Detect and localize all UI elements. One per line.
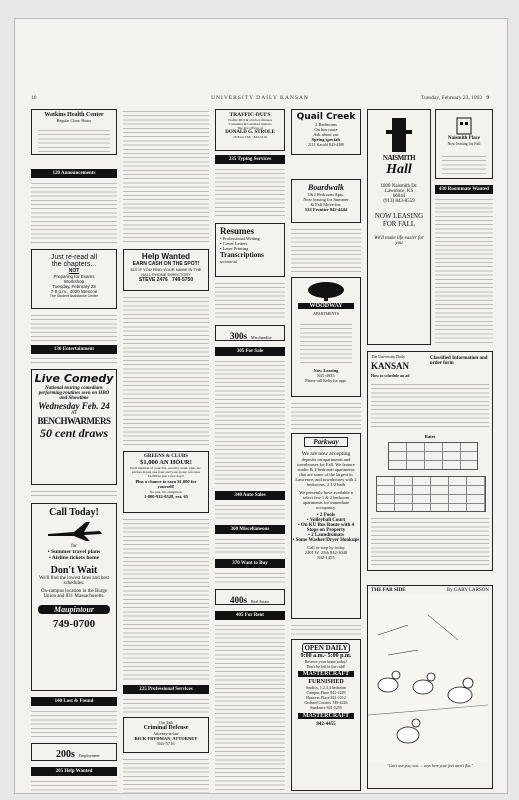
woodway-line4: Please call Kelly for appt. [305,378,347,383]
boardwalk-address: 524 Frontier [304,207,329,212]
parkway-logo: Parkway [304,437,348,447]
naismith-logo-icon [384,116,414,154]
resumes-line2: • Cover Letters [220,241,248,246]
announcements-text-2 [31,313,117,341]
parkway-ad [291,433,361,619]
traffic-line2: Traffic-DUI & alcohol offenses [227,118,273,122]
travel-line2: • Summer travel plans [47,549,101,555]
entertainment-text [31,356,117,366]
section-professional-services: 225 Professional Services [123,685,209,694]
resumes-title: Resumes [220,226,254,236]
watkins-hours-title: Regular Clinic Hours [56,118,92,123]
far-side-cartoon [368,595,488,763]
fundraiser-line3: Each member of your frat, sorority, team, club, etc. pitches in just one hour and your group can raise $1,000 in just a few days! [130,466,202,478]
employment-label: Employment [78,753,100,758]
fundraiser-phone: 1-800-932-0528, ext. 65 [144,494,188,499]
section-miscellaneous: 360 Miscellaneous [215,525,285,534]
criminal-defense-ad [123,717,209,753]
comedy-date: Wednesday Feb. 24 [38,401,110,411]
boardwalk-title: Boardwalk [307,183,344,192]
newspaper-page [14,18,508,794]
traffic-address: 16 East 13th [233,135,251,139]
section-roommate-wanted: 430 Roommate Wanted [435,185,493,194]
col2-text-3 [123,517,209,683]
resumes-ad [215,223,285,277]
defense-phone: 841-5716 [157,741,175,746]
open-daily-title: OPEN DAILY [302,643,350,653]
order-fields[interactable] [371,516,489,568]
comedy-line2: National touring comedians performing routines seen on HBO and Showtime [38,386,110,401]
building-icon [453,114,475,136]
col2-text-1 [123,109,209,245]
quail-line4: Spring specials [311,137,341,142]
place-line1: Now leasing for Fall [447,141,481,146]
real-estate-banner [215,589,285,605]
help-wanted-text [31,779,117,793]
tree-icon [306,281,346,301]
misc-text [215,537,285,555]
typing-text-2 [215,281,285,321]
traffic-dui-ad: TRAFFIC-DUI'S Traffic-DUI & alcohol offenses Consumer & Landlord matters The law offices of DONALD G. STROLE 16 East 13th · 842-5116 [215,109,285,151]
parkway-pools: • 2 Pools [316,513,336,518]
page-number-left: 10 [31,95,37,101]
woodway-details [300,322,352,366]
entertainment-text-2 [31,489,117,499]
help-wanted-line1: EARN CASH ON THE SPOT! [132,261,200,267]
defense-line3: Attorney-at-law [153,731,179,736]
maupintour-logo: Maupintour [38,605,110,614]
rates-title: Rates [424,434,436,439]
open-hours: 9:00 a.m.- 5:00 p.m. [300,653,352,659]
travel-line5: We'll find the lowest fares and best schedules. [39,576,109,586]
woodway-line2: Now Leasing [313,368,339,373]
naismith-title: NAISMITH [382,154,416,162]
naismith-hall: Hall [386,162,412,177]
form-instructions [371,382,489,430]
help-wanted-name: STEVE 2476 [138,277,168,283]
lost-found-text [31,709,117,739]
parkway-bus: • On KU Bus Route with 4 Stops on Property [297,523,355,533]
place-details [442,154,486,176]
comedy-venue: BENCHWARMERS [37,416,111,426]
openday-line3: Don't be left in the cold! [306,664,346,669]
help-wanted-title: Help Wanted [141,252,191,261]
openday-furnished: FURNISHED [308,679,344,685]
reread-line5: Workshop [63,279,85,284]
woodway-line1: APARTMENTS [312,311,340,316]
section-for-sale: 305 For Sale [215,347,285,356]
fundraiser-line4: Plus a chance to earn $1,000 for yourself! [135,479,197,489]
travel-line1: for [71,544,77,549]
transcriptions-title: Transcriptions [220,251,264,259]
section-want-to-buy: 370 Want to Buy [215,559,285,568]
mastercraft-phone: 842-4455 [316,722,336,727]
help-wanted-phone: 749-5750 [171,277,194,283]
far-side-title: THE FAR SIDE [371,588,406,593]
comedy-ad [31,369,117,485]
parkway-phone: 842-1455 [317,555,335,560]
openday-campus: Campus Place 841-1429 [306,690,346,695]
reread-line6: Tuesday, February 23 [52,284,96,289]
quail-title: Quail Creek [296,112,356,122]
boardwalk-ad [291,179,361,223]
col4-text-4 [291,623,361,637]
openday-line2: Reserve your home today! [304,659,348,664]
parkway-line2: deposits on apartments and townhouses for Fall. We feature studio & 2 bedroom apartments that are some of the largest in Lawrence, and townhouses with 2 bedrooms, 2 1/2 bath [295,457,357,487]
watkins-title: Watkins Health Center [44,112,104,118]
reread-line4: Preparing for Exams [53,274,95,279]
form-heading: Classified Information and order form [430,356,488,366]
col2-text-4 [123,757,209,793]
watkins-ad [31,109,117,155]
auto-sales-text [215,503,285,521]
woodway-ad [291,277,361,397]
form-kansan: KANSAN [371,361,410,371]
parkway-washer: • Some Washer/Dryer Hookups [292,538,360,543]
far-side-author: By GARY LARSON [446,588,489,593]
mastercraft-ad [291,639,361,791]
typing-text [215,167,285,219]
defense-title: Criminal Defense [143,725,189,731]
fundraiser-ad [123,451,209,513]
far-side-caption: "Can't use you, son. ... says here your feet aren't flat." [386,763,474,768]
employment-number: 200s [56,749,75,760]
resumes-brand: secretarial [220,259,238,264]
section-auto-sales: 340 Auto Sales [215,491,285,500]
section-typing-services: 235 Typing Services [215,155,285,164]
col2-text-2 [123,295,209,447]
col4-text-2 [291,227,361,275]
classified-form [367,351,493,571]
woodway-title: WOODWAY [298,303,354,309]
naismith-place-ad [435,109,493,179]
woodway-phone: 841-4935 [317,373,335,378]
comedy-draws: 50 cent draws [39,426,108,440]
rates-table [388,442,478,470]
far-side-comic [367,585,493,789]
travel-line3: • Airline tickets home [48,555,100,561]
naismith-leasing: NOW LEASING FOR FALL [374,212,424,228]
real-estate-label: Real Estate [251,599,270,604]
openday-orchard: Orchard Corners 749-4226 [304,700,348,705]
section-for-rent: 405 For Rent [215,611,285,620]
merchandise-number: 300s [230,331,248,341]
naismith-phone: (913) 843-8559 [383,199,415,204]
naismith-slogan: We'll make life easier for you [374,236,424,246]
boardwalk-line2: Now leasing for Summer [303,197,349,202]
quail-line1: 2 Bedrooms [315,122,337,127]
parkway-laundry: • 2 Laundromats [308,533,344,538]
traffic-attorney: DONALD G. STROLE [225,130,275,135]
comedy-title: Live Comedy [34,372,114,385]
form-how: How to schedule an ad [371,373,410,378]
for-rent-text [215,623,285,793]
mastercraft-logo: MASTERCRAFT [298,671,354,677]
boardwalk-phone: 842-4444 [329,207,348,212]
reread-line3: NOT [68,268,80,274]
section-lost-found: 140 Lost & Found [31,697,117,706]
employment-banner [31,743,117,761]
travel-title: Call Today! [49,507,99,518]
defense-line1: Our Talk [158,720,174,725]
resumes-line1: • Professional Writing [220,236,260,241]
parkway-line3: We presently have available a select few 1 & 2 bedroom apartments for immediate occupancy. [299,490,353,510]
travel-line6: On-campus location in the Burge Union and 831 Massachusetts. [40,589,108,599]
exam-workshop-ad [31,249,117,309]
traffic-line3: Consumer & Landlord matters [228,122,272,126]
quail-line3: Ask about our [313,132,339,137]
roommate-text [435,197,493,345]
phone-directory-ad [123,249,209,291]
comedy-line4: AT [70,411,78,416]
openday-sundance: Sundance 841-5255 [310,705,342,710]
page-header [31,95,489,105]
page-date: Tuesday, February 23, 1993 9 [420,95,489,101]
travel-ad [31,503,117,691]
resumes-line3: • Laser Printing [220,246,249,251]
openday-line5: Studios, 1,2,3,4 bedroom [305,685,347,690]
quail-creek-ad [291,109,361,155]
watkins-hours-text [38,128,110,152]
traffic-title: TRAFFIC-DUI'S [229,112,271,118]
travel-dont-wait: Don't Wait [50,565,98,576]
boardwalk-line3: & Fall Move-ins. [310,202,342,207]
naismith-hall-ad [367,109,431,345]
professional-services-text [123,697,209,713]
section-entertainment: 130 Entertainment [31,345,117,354]
section-announcements: 120 Announcements [31,169,117,178]
reread-line2: the chapters... [51,261,97,268]
reread-line7: 7-8 p.m., 4020 Wescoe [50,289,98,294]
naismith-address: 1800 Naismith Dr. [380,184,418,189]
openday-hanover: Hanover Place 841-1212 [306,695,346,700]
classification-grid [376,476,486,512]
naismith-city: Lawrence, KS [384,189,414,194]
fundraiser-line1: GREENS & CLUBS [144,454,188,459]
traffic-line4: The law offices of [237,126,263,130]
naismith-zip: 66044 [392,194,406,199]
boardwalk-line1: 1&2 Bedroom Apts. [307,192,345,197]
section-help-wanted: 205 Help Wanted [31,767,117,776]
col4-text-3 [291,401,361,429]
paper-name: UNIVERSITY DAILY KANSAN [211,95,309,101]
parkway-line1: We are now accepting [301,451,351,457]
parkway-address: 2401 W. 25th 842-3040 [304,550,348,555]
announcements-text [31,181,117,245]
parkway-call: Call or stop by today [307,545,345,550]
reread-line8: The Student Assistance Center [49,294,99,298]
reread-line1: Just re-read all [50,254,98,261]
travel-phone: 749-0700 [52,618,96,630]
want-to-buy-text [215,571,285,585]
mastercraft-logo-2: MASTERCRAFT [298,713,354,719]
quail-line2: On bus route [314,127,338,132]
merchandise-banner [215,325,285,341]
help-wanted-line2: $10 IF YOU FIND YOUR NAME IN THE HALL PHONE DIRECTORY [130,267,202,277]
quail-address: 2111 Kasold 843-4300 [307,142,345,147]
merchandise-label: Merchandise [251,335,272,340]
defense-attorney: RICK FRYDMAN, ATTORNEY [134,736,198,741]
airplane-icon [44,520,104,542]
fundraiser-line5: No cost. No obligation. [149,490,183,494]
traffic-phone: 842-5116 [253,135,267,139]
fundraiser-line2: $1,000 AN HOUR! [140,459,192,466]
parkway-volleyball: • Volleyball Court [306,518,346,523]
real-estate-number: 400s [230,595,248,605]
for-sale-text [215,359,285,485]
place-title: Naismith Place [447,136,481,141]
form-title-small: The University Daily [371,354,405,359]
